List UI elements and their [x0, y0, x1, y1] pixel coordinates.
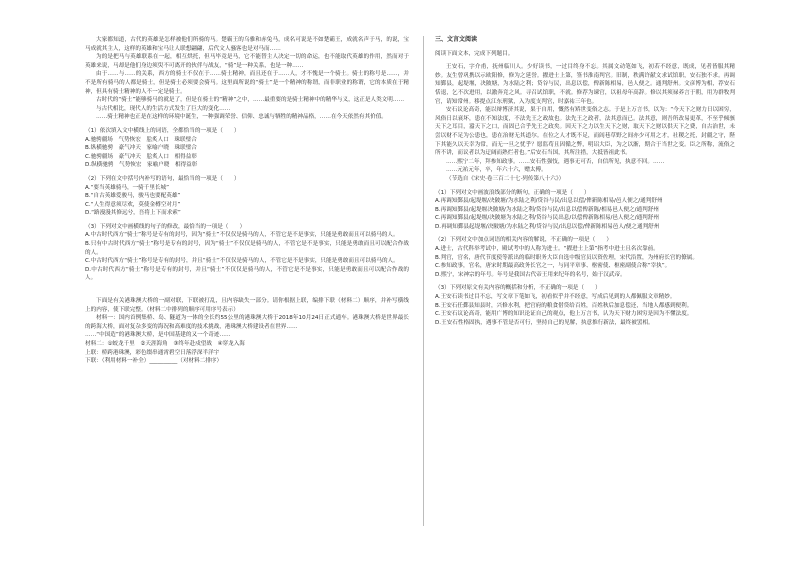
question-3-option-c[interactable]: C.中古时代西方“骑士”称号是专有的封号，并且“骑士”不仅仅是骑马的人，不管它是不是事实，只能是勇敢而且可以骑马的人。	[85, 258, 399, 265]
question-2-option-a[interactable]: A.“要当英雄骑马，一骑千里长城”	[85, 184, 170, 191]
question-2-option-c[interactable]: C.“人生得意须尽欢，莫使金樽空对月”	[85, 201, 181, 208]
lower-couplet-blank[interactable]: __________	[149, 358, 178, 365]
question-1-stem: （1）依次填入文中横线上的词语，全都恰当的一项是（ ）	[85, 127, 240, 134]
spacer	[85, 283, 409, 297]
question-3-stem: （3）下列对文中画横线的句子的修改，最恰当的一项是（ ）	[85, 223, 246, 230]
classical-question-3-option-b[interactable]: B.王安石任鄞县知县时，兴修水利，把官府的粮食借贷给百姓，百姓秋后加息偿还，当地人都感到便利。	[435, 302, 693, 309]
question-2-stem: （2）下列在文中括号内补写的语句，最恰当的一项是（ ）	[85, 175, 240, 182]
passage-paragraph: 为的是把马与英雄联系在一起，相互烘托，但马毕竟是马，它不能替主人决定一切的命运，也不能取代英雄的作用，然而对于英雄来说，马却是他们身边须臾不可离开的伙伴与战友，“骑”是一种关系，也是一种……	[85, 54, 409, 69]
question-3-option-d[interactable]: D.中古时代西方“骑士”称号是专有的封号，并且“骑士”不仅仅是骑马的人，不管它是不是事实，只能是勇敢而且可以配合作战的人。	[85, 266, 409, 282]
classical-question-3-option-c[interactable]: C.王安石议论高奇，能用广博的知识论证自己的观点，他上万言书，认为天下财力困穷是因为不懂法度。	[435, 311, 693, 318]
lower-couplet	[85, 357, 409, 366]
classical-question-1-option-b[interactable]: B.再调知鄞县/起堤堰决陂塘/为水陆之利/贷谷与民/出息以偿俾新陈/相易邑人便之/通判舒州	[435, 206, 659, 213]
passage-source: （节选自《宋史·卷三百二十七·列传第八十六》）	[446, 175, 565, 182]
classical-passage-paragraph: ……熙宁二年，拜参知政事。……安石性强忮，遇事无可否，自信所见，执意不回。……	[446, 158, 665, 165]
passage-paragraph: ……骑士精神也正是在这样的环境中诞生，一种强调荣誉、信仰、忠诚与牺牲的精神品格，……在今天依然有其价值。	[96, 114, 387, 121]
classical-question-3-option-d[interactable]: D.王安石性格固执，遇事不管是否可行，坚持自己的见解，执意推行新法，最终被罢相。	[435, 319, 654, 326]
passage-paragraph: 大家都知道，古代的英雄是怎样被他们所骑的马。楚霸王的乌骓和赤兔马，成名可说是不如楚霸王，成就名声于马，的说，宝马成就其主人，这样的英雄和宝马让人联想翩翩，后代文人骚客也是对马而……	[85, 37, 409, 52]
classical-passage-paragraph: ……元祐元年，卒，年六十六，赠太傅。	[446, 167, 547, 174]
lower-couplet-suffix: （对材料二排序）	[177, 358, 223, 365]
classical-question-1-option-c[interactable]: C.再调知鄞县/起堤堰/决陂塘为水陆之利/贷谷与民出息/以偿俾新陈相易/邑人便之/通判舒州	[435, 215, 659, 222]
classical-question-1-option-a[interactable]: A.再调知鄞县/起堤堰/决陂塘/为水陆之利/贷谷与民/出息以偿/俾新陈相易/邑人便之/通判舒州	[435, 198, 663, 205]
passage-paragraph: 古时代的“骑士”能够骑马的就是了，但是在骑士的“精神”之中，……最重要的是骑士精神中的精华与义，这正是人类文明……	[96, 97, 405, 104]
right-column	[435, 36, 735, 327]
passage-paragraph: 由于……与……的关系，西方的骑士不仅在于……骑士精神，而且还在于……人，才不愧是一个骑士。骑士的称号是……，并不是所有骑马的人都是骑士，但是骑士必须要会骑马。这里面所说的“骑士”是一个精神的称谓，而非职业的称谓，它的本质在于精神，但具有骑士精神的人不一定是骑士。	[85, 71, 409, 95]
question-2-option-b[interactable]: B.“自古英雄爱骏马，骏马也要配英雄”	[85, 193, 181, 200]
classical-question-2-option-d[interactable]: D.熙宁，宋神宗的年号。年号是我国古代帝王用来纪年的名号，始于汉武帝。	[435, 271, 626, 278]
question-1-option-d[interactable]: D.纵横驰骋 气势恢宏 家喻户晓 相得益彰	[85, 162, 198, 169]
reading-instruction: 阅读下面文本，完成下列题目。	[435, 50, 514, 57]
classical-question-3-option-a[interactable]: A.王安石读书过目不忘，写文章下笔如飞，初看似乎并不经意，写成后见到的人都佩服文章精妙。	[435, 294, 676, 301]
question-2-option-d[interactable]: D.“路漫漫其修远兮，吾将上下而求索”	[85, 210, 181, 217]
classical-passage-paragraph: 王安石，字介甫，抚州临川人。少好读书，一过目终身不忘。其属文动笔如飞，初若不经意，既成，见者皆服其精妙。友生曾巩携以示欧阳修，修为之延誉。擢进士上第，签书淮南判官。旧制，秩满许献文求试馆职，安石独不求。再调知鄞县，起堤堰，决陂塘，为水陆之利；贷谷与民，出息以偿，俾新陈相易，邑人便之。通判舒州。文彦博为相，荐安石恬退，乞不次进用，以激奔竞之风。寻召试馆职，不就。修荐为谏官，以祖母年高辞。修以其须禄养言于朝，用为群牧判官，请知常州。移提点江东刑狱，入为度支判官，时嘉祐三年也。	[435, 64, 735, 105]
classical-passage-paragraph: 安石议论高奇，能以辩博济其说，果于自用，慨然有矫世变俗之志。于是上万言书，以为：“今天下之财力日以困穷，风俗日以衰坏，患在不知法度，不法先王之政故也。法先王之政者，法其意而已。法其意，则吾所改易更革，不至乎倾骇天下之耳目，嚣天下之口，而固已合乎先王之政矣。因天下之力以生天下之财，取天下之财以供天下之费，自古治世，未尝以财不足为公患也，患在治财无其道尔。在位之人才既不足，而闾巷草野之间亦少可用之才，社稷之托，封疆之守，陛下其能久以天幸为常，而无一旦之忧乎？愿监苟且因循之弊，明诏大臣，为之以渐，期合于当世之变。臣之所称，流俗之所不讲，而议者以为迂阔而熟烂者也。”后安石当国，其所注措，大抵皆祖此书。	[435, 107, 735, 157]
material-one-continued: ……“中国造”的港珠澳大桥，是中国基建的又一个奇迹……	[85, 332, 231, 339]
classical-question-2-option-b[interactable]: B.判官，官名，唐代节度使等派出的临时职务大臣自选中级官员以资佐理，宋代沿置，为州府长官的僚属。	[435, 254, 698, 261]
section-title: 三、文言文阅读	[435, 36, 478, 43]
question-1-option-a[interactable]: A.驰骋疆场 气势恢宏 脍炙人口 珠联璧合	[85, 136, 197, 143]
classical-question-1-option-d[interactable]: D.再调知鄞县起堤堰/决陂塘/为水陆之利/贷谷与民/出息以偿/俾新陈相易邑人/便之通判舒州	[435, 223, 660, 230]
left-column	[85, 36, 409, 366]
task-intro: 下面是有关港珠澳大桥的一副对联，下联被打乱，且内容缺失一部分。请你根据上联，编排下联（材料二）顺序，并补写横线上的内容，使下联完整。（材料二中排列的顺序可用序号表示）	[85, 298, 409, 313]
classical-question-2-option-c[interactable]: C.参知政事，官名，唐宋时期最高政务长官之一，与同平章事、枢密使、枢密副使合称“宰执”。	[435, 263, 671, 270]
material-two: 材料二：①蛟龙千里 ②天涯海角 ③终年赴戍望战 ④穿龙入海	[85, 341, 245, 347]
classical-question-3-stem: （3）下列对原文有关内容的概括和分析，不正确的一项是（ ）	[435, 285, 601, 292]
upper-couplet: 上联：桥跨港珠澳，彩色缀串通霄碧空日落浮深半洋宇	[85, 349, 220, 356]
lower-couplet-prefix: 下联：（利用材料一补全）	[85, 358, 150, 365]
material-one: 材料一：国内首例集桥、岛、隧道为一体的全长约55公里的港珠澳大桥于2018年10月24日正式通车。港珠澳大桥是世界最长的跨海大桥，面对复杂多变的海况和高难度的技术挑战，港珠澳大桥建设者在世界……	[85, 315, 409, 330]
question-3-option-a[interactable]: A.中古时代西方“骑士”称号是专有的封号，因为“骑士”不仅仅是骑马的人，不管它是不是事实，只能是勇敢而且可以骑马的人。	[85, 232, 399, 239]
column-divider	[423, 36, 424, 526]
question-1-option-b[interactable]: B.纵横驰骋 豪气冲天 家喻户晓 珠联璧合	[85, 145, 197, 152]
classical-question-2-stem: （2）下列对文中加点词语的相关内容的解说，不正确的一项是（ ）	[435, 237, 612, 244]
passage-paragraph: 与古代相比，现代人的生活方式发生了巨大的变化……	[96, 105, 231, 112]
question-1-option-c[interactable]: C.驰骋疆场 豪气冲天 脍炙人口 相得益彰	[85, 153, 197, 160]
classical-question-1-stem: （1）下列对文中画波浪线部分的断句，正确的一项是（ ）	[435, 189, 590, 196]
question-3-option-b[interactable]: B.只有中古时代西方“骑士”称号是专有的封号，因为“骑士”不仅仅是骑马的人，不管它是不是事实，只能是勇敢而且可以配合作战的人。	[85, 241, 409, 256]
classical-question-2-option-a[interactable]: A.进士，古代科举考试中，殿试考中的人称为进士。“擢进士上第”指考中进士且名次靠前。	[435, 246, 659, 253]
